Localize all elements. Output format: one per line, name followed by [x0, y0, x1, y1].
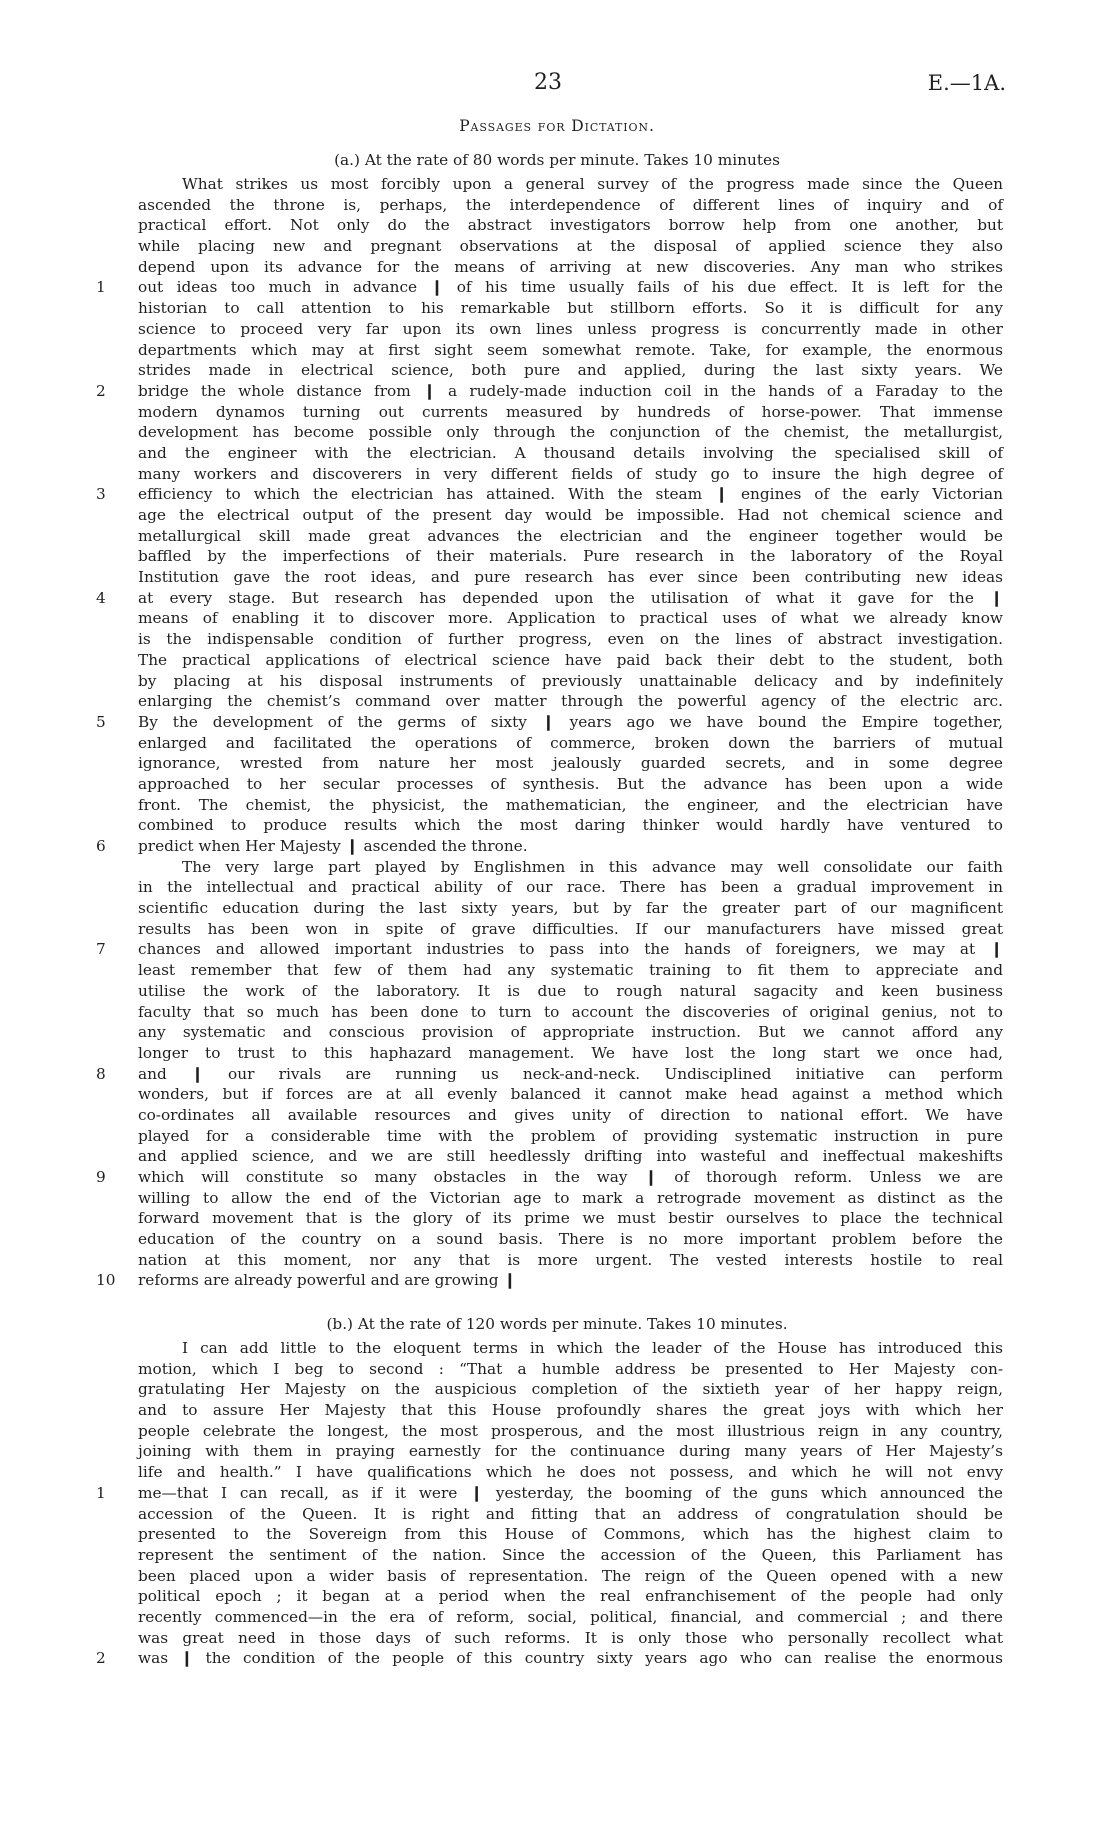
text-line: [138, 857, 1003, 878]
text-line: [138, 1524, 1003, 1545]
line-text: utilise the work of the laboratory. It is due to rough natural sagacity and keen business: [138, 981, 1003, 1000]
text-line: [138, 733, 1003, 754]
line-text: which will constitute so many obstacles in the way ❙ of thorough reform. Unless we are: [138, 1168, 1003, 1186]
line-text: predict when Her Majesty ❙ ascended the throne.: [138, 837, 528, 855]
text-line: [138, 1504, 1003, 1525]
line-text: is the indispensable condition of further progress, even on the lines of abstract investigation.: [138, 630, 1003, 649]
line-text: What strikes us most forcibly upon a general survey of the progress made since the Queen: [182, 175, 1003, 193]
text-line: [138, 1607, 1003, 1628]
line-text: The practical applications of electrical science have paid back their debt to the student, both: [138, 650, 1003, 669]
line-text: life and health.” I have qualifications which he does not possess, and which he will not envy: [138, 1463, 1003, 1482]
text-line: [138, 236, 1003, 257]
line-text: depend upon its advance for the means of arriving at new discoveries. Any man who strikes: [138, 257, 1003, 276]
line-text: and the engineer with the electrician. A thousand details involving the specialised skill of: [138, 443, 1003, 462]
line-text: strides made in electrical science, both pure and applied, during the last sixty years. We: [138, 361, 1003, 380]
line-text: least remember that few of them had any systematic training to fit them to appreciate and: [138, 961, 1003, 980]
section-b-passage: [96, 1338, 1003, 1669]
line-text: modern dynamos turning out currents measured by hundreds of horse-power. That immense: [138, 402, 1003, 421]
line-text: presented to the Sovereign from this House of Commons, which has the highest claim to: [138, 1525, 1003, 1544]
line-text: and to assure Her Majesty that this House profoundly shares the great joys with which her: [138, 1401, 1003, 1420]
text-line: [138, 340, 1003, 361]
line-text: longer to trust to this haphazard management. We have lost the long start we once had,: [138, 1043, 1003, 1062]
text-line: [138, 919, 1003, 940]
line-text: gratulating Her Majesty on the auspicious completion of the sixtieth year of her happy reign,: [138, 1380, 1003, 1399]
text-line: [138, 174, 1003, 195]
line-text: historian to call attention to his remarkable but stillborn efforts. So it is difficult for any: [138, 299, 1003, 318]
text-line: [138, 402, 1003, 423]
text-line: [96, 1064, 1003, 1085]
text-line: [138, 960, 1003, 981]
text-line: [138, 1126, 1003, 1147]
section-a-passage: [96, 174, 1003, 1291]
text-line: [138, 1545, 1003, 1566]
text-line: [96, 277, 1003, 298]
text-line: [138, 422, 1003, 443]
line-text: at every stage. But research has depended upon the utilisation of what it gave for the ❙: [138, 588, 1003, 607]
text-line: [138, 608, 1003, 629]
line-text: and ❙ our rivals are running us neck-and-neck. Undisciplined initiative can perform: [138, 1064, 1003, 1083]
line-text: by placing at his disposal instruments of previously unattainable delicacy and by indefinitely: [138, 671, 1003, 690]
line-text: enlarging the chemist’s command over matter through the powerful agency of the electric arc.: [138, 692, 1003, 711]
text-line: [138, 360, 1003, 381]
line-text: represent the sentiment of the nation. Since the accession of the Queen, this Parliament has: [138, 1545, 1003, 1564]
line-text: I can add little to the eloquent terms in which the leader of the House has introduced this: [182, 1339, 1003, 1357]
line-text: efficiency to which the electrician has attained. With the steam ❙ engines of the early Victorian: [138, 485, 1003, 504]
text-line: [138, 1586, 1003, 1607]
line-text: means of enabling it to discover more. Application to practical uses of what we already know: [138, 609, 1003, 628]
text-line: [138, 1338, 1003, 1359]
text-line: [96, 939, 1003, 960]
text-line: [138, 1400, 1003, 1421]
text-line: [138, 526, 1003, 547]
text-line: [138, 567, 1003, 588]
text-line: [138, 1462, 1003, 1483]
text-line: [96, 1483, 1003, 1504]
line-text: practical effort. Not only do the abstract investigators borrow help from one another, but: [138, 216, 1003, 235]
line-marker-number: 2: [96, 1649, 106, 1668]
line-text: enlarged and facilitated the operations of commerce, broken down the barriers of mutual: [138, 733, 1003, 752]
text-line: [138, 650, 1003, 671]
line-text: out ideas too much in advance ❙ of his time usually fails of his due effect. It is left for the: [138, 278, 1003, 297]
line-text: wonders, but if forces are at all evenly balanced it cannot make head against a method which: [138, 1085, 1003, 1104]
line-text: while placing new and pregnant observations at the disposal of applied science they also: [138, 237, 1003, 256]
text-line: [138, 1208, 1003, 1229]
text-line: [138, 877, 1003, 898]
text-line: [96, 381, 1003, 402]
text-line: [138, 215, 1003, 236]
page-title: Passages for Dictation.: [459, 117, 655, 135]
line-text: motion, which I beg to second : “That a humble address be presented to Her Majesty con-: [138, 1359, 1003, 1378]
line-text: approached to her secular processes of synthesis. But the advance has been upon a wide: [138, 774, 1003, 793]
text-line: [138, 691, 1003, 712]
text-line: [138, 1359, 1003, 1380]
line-text: chances and allowed important industries to pass into the hands of foreigners, we may at ❙: [138, 940, 1003, 959]
text-line: [138, 1188, 1003, 1209]
line-text: willing to allow the end of the Victorian age to mark a retrograde movement as distinct as the: [138, 1188, 1003, 1207]
line-marker-number: 1: [96, 1483, 106, 1502]
text-line: [96, 836, 1003, 857]
text-line: [138, 1566, 1003, 1587]
text-line: [138, 1421, 1003, 1442]
text-line: [96, 1648, 1003, 1669]
line-marker-number: 5: [96, 712, 106, 731]
text-line: [138, 443, 1003, 464]
line-text: combined to produce results which the most daring thinker would hardly have ventured to: [138, 816, 1003, 835]
line-marker-number: 4: [96, 588, 106, 607]
line-text: The very large part played by Englishmen in this advance may well consolidate our faith: [182, 857, 1003, 876]
line-text: political epoch ; it began at a period when the real enfranchisement of the people had only: [138, 1587, 1003, 1606]
line-text: co-ordinates all available resources and gives unity of direction to national effort. We have: [138, 1105, 1003, 1124]
text-line: [138, 1379, 1003, 1400]
text-line: [138, 671, 1003, 692]
text-line: [138, 981, 1003, 1002]
text-line: [138, 795, 1003, 816]
text-line: [138, 546, 1003, 567]
text-line: [138, 1105, 1003, 1126]
text-line: [138, 1441, 1003, 1462]
line-text: faculty that so much has been done to turn to account the discoveries of original genius, not to: [138, 1002, 1003, 1021]
line-text: Institution gave the root ideas, and pure research has ever since been contributing new ideas: [138, 568, 1003, 587]
line-marker-number: 2: [96, 381, 106, 400]
line-text: was great need in those days of such reforms. It is only those who personally recollect what: [138, 1628, 1003, 1647]
text-line: [138, 753, 1003, 774]
text-line: [96, 484, 1003, 505]
line-text: me—that I can recall, as if it were ❙ yesterday, the booming of the guns which announced the: [138, 1483, 1003, 1502]
line-text: accession of the Queen. It is right and fitting that an address of congratulation should be: [138, 1504, 1003, 1523]
line-text: and applied science, and we are still heedlessly drifting into wasteful and ineffectual makeshifts: [138, 1147, 1003, 1166]
text-line: [138, 629, 1003, 650]
line-text: reforms are already powerful and are growing ❙: [138, 1271, 517, 1290]
line-text: forward movement that is the glory of its prime we must bestir ourselves to place the technical: [138, 1209, 1003, 1228]
text-line: [138, 319, 1003, 340]
line-marker-number: 3: [96, 485, 106, 504]
text-line: [96, 1167, 1003, 1188]
text-line: [138, 1043, 1003, 1064]
text-line: [138, 1002, 1003, 1023]
line-text: was ❙ the condition of the people of this country sixty years ago who can realise the enormous: [138, 1649, 1003, 1668]
text-line: [138, 898, 1003, 919]
section-b-heading: (b.) At the rate of 120 words per minute. Takes 10 minutes.: [326, 1315, 788, 1333]
line-text: any systematic and conscious provision of appropriate instruction. But we cannot afford any: [138, 1023, 1003, 1042]
text-line: [96, 588, 1003, 609]
line-text: ignorance, wrested from nature her most jealously guarded secrets, and in some degree: [138, 754, 1003, 773]
page-number: 23: [534, 70, 562, 95]
line-text: played for a considerable time with the problem of providing systematic instruction in pure: [138, 1126, 1003, 1145]
text-line: [138, 1229, 1003, 1250]
line-text: development has become possible only through the conjunction of the chemist, the metallurgist,: [138, 423, 1003, 442]
text-line: [138, 257, 1003, 278]
line-text: science to proceed very far upon its own lines unless progress is concurrently made in other: [138, 319, 1003, 338]
line-text: in the intellectual and practical ability of our race. There has been a gradual improvement in: [138, 878, 1003, 897]
text-line: [138, 1084, 1003, 1105]
line-text: scientific education during the last sixty years, but by far the greater part of our magnificent: [138, 899, 1003, 918]
text-line: [138, 298, 1003, 319]
line-text: age the electrical output of the present day would be impossible. Had not chemical science and: [138, 506, 1003, 524]
text-line: [96, 1270, 1003, 1291]
line-text: recently commenced—in the era of reform, social, political, financial, and commercial ; and there: [138, 1607, 1003, 1626]
section-a-heading: (a.) At the rate of 80 words per minute. Takes 10 minutes: [334, 151, 780, 169]
document-reference: E.—1A.: [927, 71, 1006, 95]
line-text: joining with them in praying earnestly for the continuance during many years of Her Majesty’s: [138, 1442, 1003, 1461]
line-text: baffled by the imperfections of their materials. Pure research in the laboratory of the Royal: [138, 547, 1003, 566]
line-text: bridge the whole distance from ❙ a rudely-made induction coil in the hands of a Faraday to the: [138, 381, 1003, 400]
line-marker-number: 9: [96, 1168, 106, 1186]
line-marker-number: 7: [96, 940, 106, 959]
text-line: [138, 464, 1003, 485]
line-marker-number: 8: [96, 1064, 106, 1083]
line-text: metallurgical skill made great advances the electrician and the engineer together would be: [138, 526, 1003, 545]
line-text: people celebrate the longest, the most prosperous, and the most illustrious reign in any country,: [138, 1421, 1003, 1440]
text-line: [138, 1146, 1003, 1167]
line-text: been placed upon a wider basis of representation. The reign of the Queen opened with a new: [138, 1566, 1003, 1585]
text-line: [138, 815, 1003, 836]
line-marker-number: 6: [96, 837, 106, 855]
text-line: [138, 195, 1003, 216]
text-line: [138, 1022, 1003, 1043]
line-text: ascended the throne is, perhaps, the interdependence of different lines of inquiry and of: [138, 195, 1003, 214]
text-line: [96, 712, 1003, 733]
line-marker-number: 10: [96, 1271, 116, 1290]
text-line: [138, 1628, 1003, 1649]
line-text: results has been won in spite of grave difficulties. If our manufacturers have missed great: [138, 919, 1003, 938]
line-text: departments which may at first sight seem somewhat remote. Take, for example, the enormous: [138, 340, 1003, 359]
line-text: front. The chemist, the physicist, the mathematician, the engineer, and the electrician have: [138, 795, 1003, 814]
line-marker-number: 1: [96, 278, 106, 297]
line-text: education of the country on a sound basis. There is no more important problem before the: [138, 1230, 1003, 1249]
line-text: many workers and discoverers in very different fields of study go to insure the high degree of: [138, 464, 1003, 483]
line-text: nation at this moment, nor any that is more urgent. The vested interests hostile to real: [138, 1250, 1003, 1269]
line-text: By the development of the germs of sixty ❙ years ago we have bound the Empire together,: [138, 712, 1003, 731]
text-line: [138, 505, 1003, 526]
text-line: [138, 774, 1003, 795]
text-line: [138, 1250, 1003, 1271]
